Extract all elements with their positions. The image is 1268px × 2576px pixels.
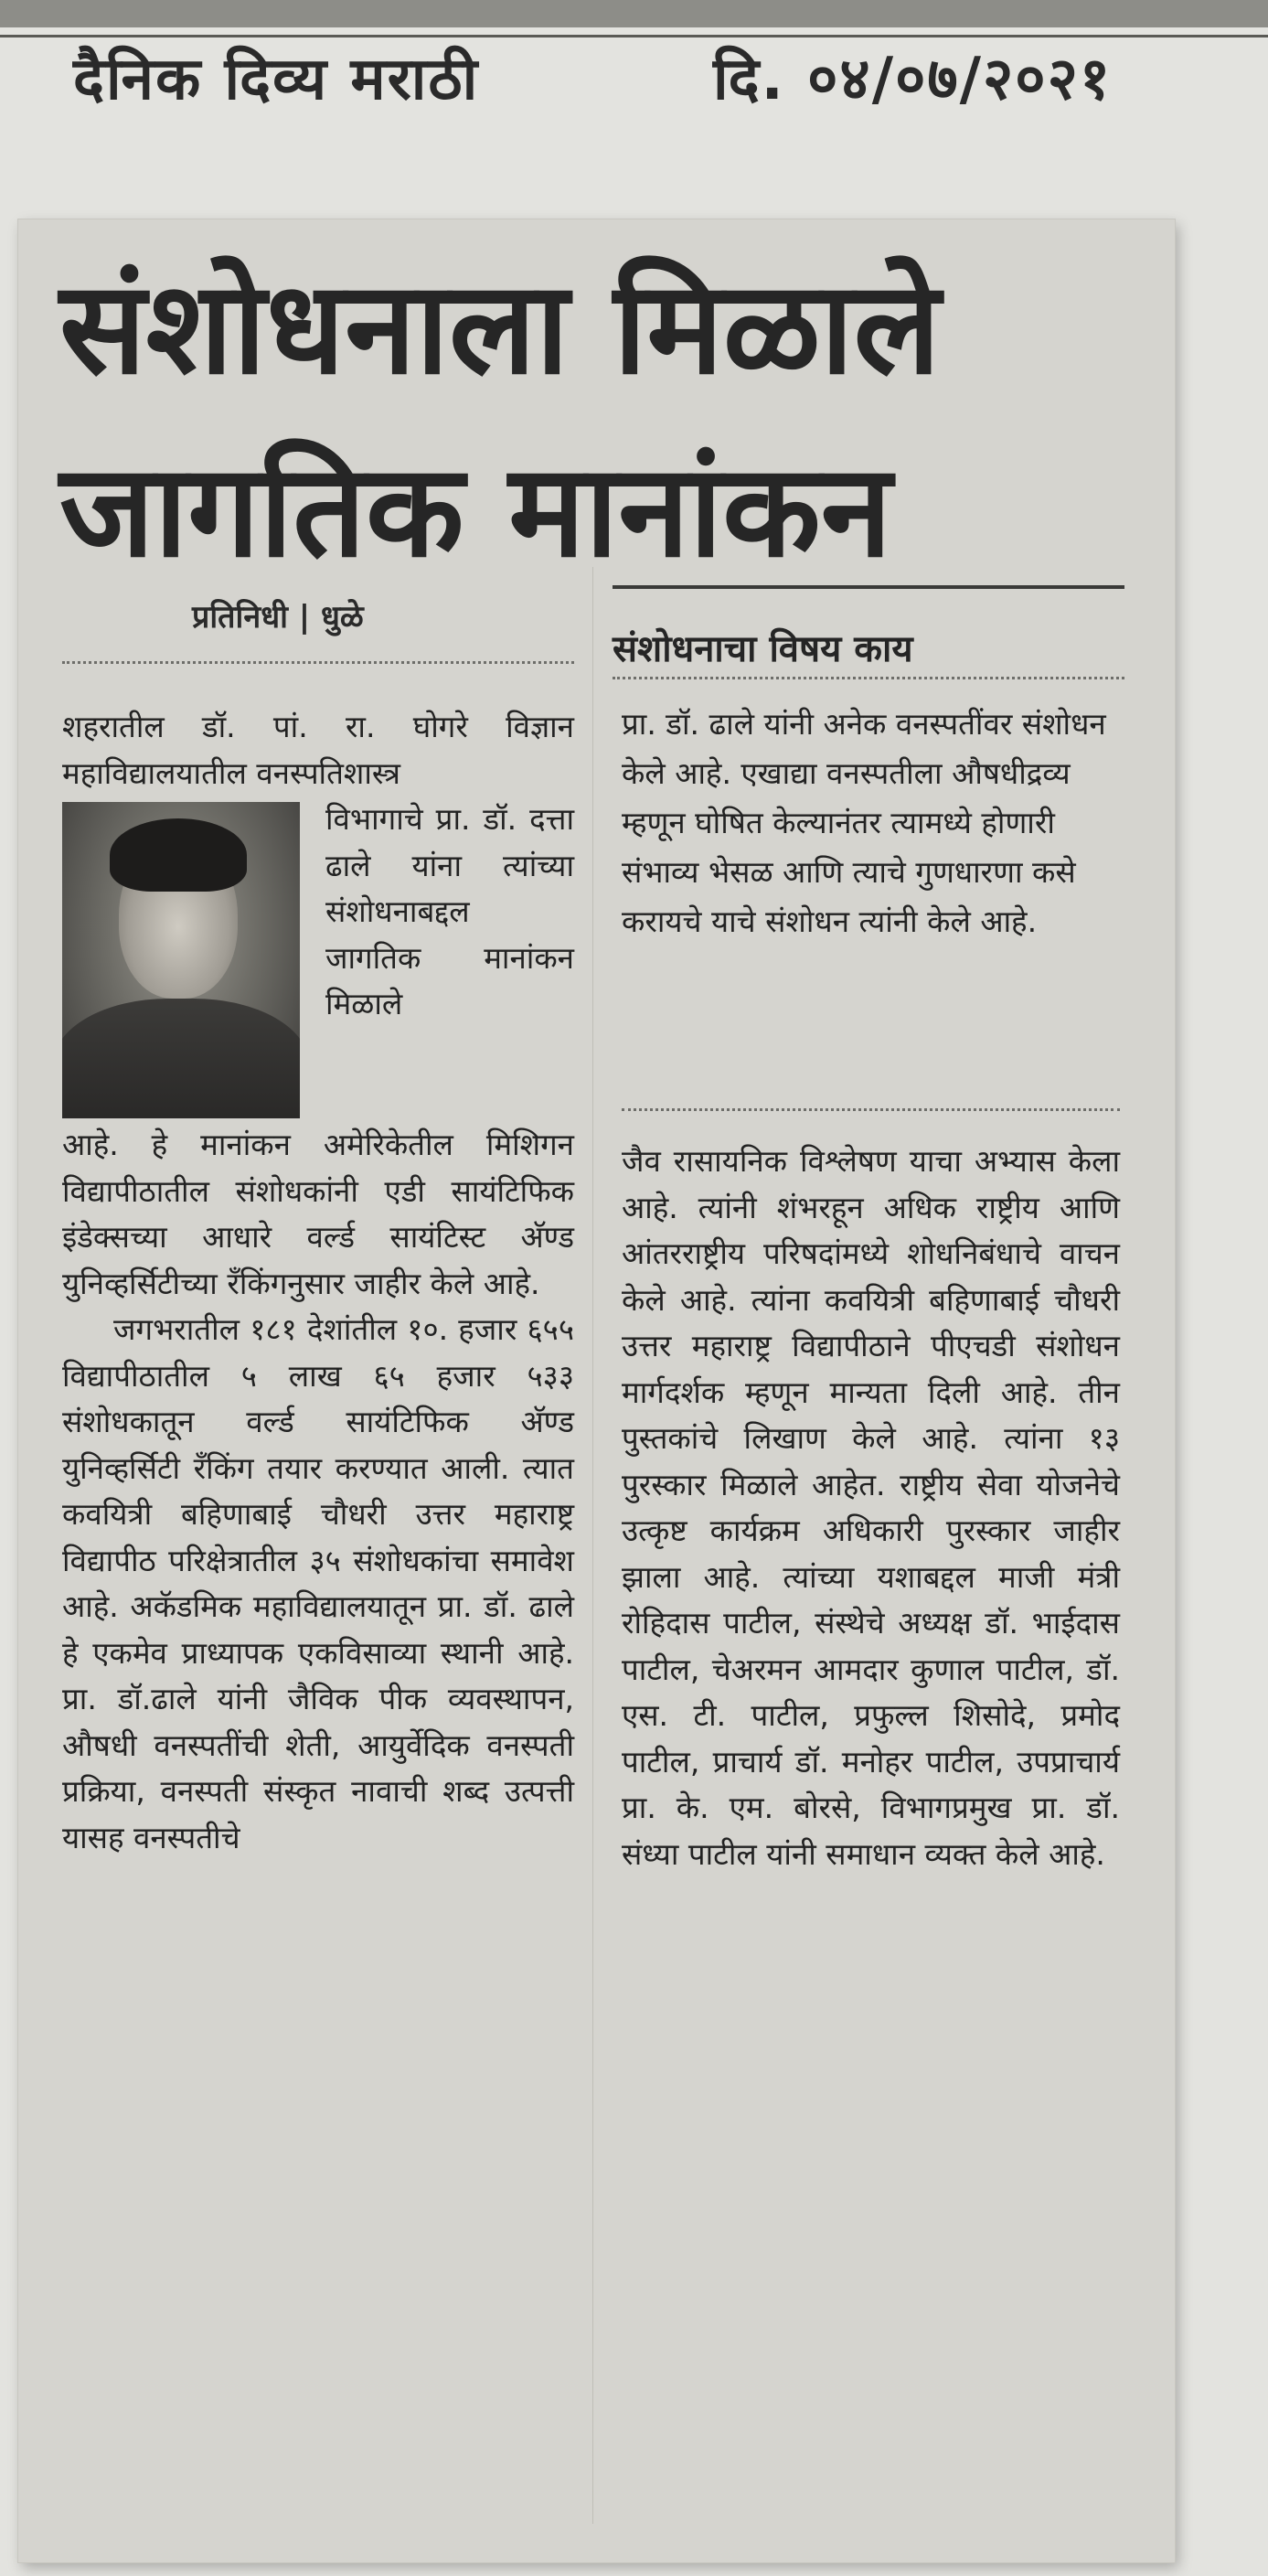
left-intro-top: शहरातील डॉ. पां. रा. घोगरे विज्ञान महाविद्यालयातील वनस्पतिशास्त्र (62, 709, 574, 791)
byline: प्रतिनिधी | धुळे (192, 599, 364, 636)
box-bottom-divider (622, 1108, 1120, 1111)
newspaper-clipping (18, 219, 1175, 2562)
left-para-1: आहे. हे मानांकन अमेरिकेतील मिशिगन विद्यापीठातील संशोधकांनी एडी सायंटिफिक इंडेक्सच्या आधारे वर्ल्ड सायंटिस्ट अ‍ॅण्ड युनिव्हर्सिटीच्या रँकिंगनुसार जाहीर केले आहे. (62, 1127, 574, 1301)
box-title: संशोधनाचा विषय काय (613, 628, 913, 670)
headline-line-2: जागतिक मानांकन (59, 437, 892, 586)
box-top-rule (613, 585, 1124, 589)
handwritten-date: दि. ०४/०७/२०२१ (713, 46, 1113, 113)
column-rule (592, 567, 593, 2524)
box-title-divider (613, 677, 1124, 679)
photo-hair (110, 818, 247, 892)
right-column: जैव रासायनिक विश्लेषण याचा अभ्यास केला आहे. त्यांनी शंभरहून अधिक राष्ट्रीय आणि आंतरराष्ट्रीय परिषदांमध्ये शोधनिबंधाचे वाचन केले आहे. त्यांना कवयित्री बहिणाबाई चौधरी उत्तर महाराष्ट्र विद्यापीठाने पीएचडी संशोधन मार्गदर्शक म्हणून मान्यता दिली आहे. तीन पुस्तकांचे लिखाण केले आहे. त्यांना १३ पुरस्कार मिळाले आहेत. राष्ट्रीय सेवा योजनेचे उत्कृष्ट कार्यक्रम अधिकारी पुरस्कार जाहीर झाला आहे. त्यांच्या यशाबद्दल माजी मंत्री रोहिदास पाटील, संस्थेचे अध्यक्ष डॉ. भाईदास पाटील, चेअरमन आमदार कुणाल पाटील, डॉ. एस. टी. पाटील, प्रफुल्ल शिसोदे, प्रमोद पाटील, प्राचार्य डॉ. मनोहर पाटील, उपप्राचार्य प्रा. के. एम. बोरसे, विभागप्रमुख प्रा. डॉ. संध्या पाटील यांनी समाधान व्यक्त केले आहे. (622, 1143, 1120, 1872)
left-intro-wrap: विभागाचे प्रा. डॉ. दत्ता ढाले यांना त्यांच्या संशोधनाबद्दल जागतिक मानांकन मिळाले (325, 801, 574, 1021)
author-photo (62, 802, 300, 1118)
sidebar-box-text: प्रा. डॉ. ढाले यांनी अनेक वनस्पतींवर संशोधन केले आहे. एखाद्या वनस्पतीला औषधीद्रव्य म्हणून घोषित केल्यानंतर त्यामध्ये होणारी संभाव्य भेसळ आणि त्याचे गुणधारणा कसे करायचे याचे संशोधन त्यांनी केले आहे. (622, 706, 1106, 939)
byline-divider (62, 661, 574, 664)
photo-body (62, 999, 300, 1118)
headline-line-1: संशोधनाला मिळाले (59, 254, 941, 403)
scan-edge-bar (0, 0, 1268, 27)
left-para-2: जगभरातील १८१ देशांतील १०. हजार ६५५ विद्यापीठातील ५ लाख ६५ हजार ५३३ संशोधकातून वर्ल्ड सायंटिफिक अ‍ॅण्ड युनिव्हर्सिटी रँकिंग तयार करण्यात आली. त्यात कवयित्री बहिणाबाई चौधरी उत्तर महाराष्ट्र विद्यापीठ परिक्षेत्रातील ३५ संशोधकांचा समावेश आहे. अकॅडमिक महाविद्यालयातून प्रा. डॉ. ढाले हे एकमेव प्राध्यापक एकविसाव्या स्थानी आहे. प्रा. डॉ.ढाले यांनी जैविक पीक व्यवस्थापन, औषधी वनस्पतींची शेती, आयुर्वेदिक वनस्पती प्रक्रिया, वनस्पती संस्कृत नावाची शब्द उत्पत्ती यासह वनस्पतीचे (62, 1311, 574, 1855)
headline (59, 238, 1138, 604)
left-column (62, 704, 574, 1861)
handwritten-newspaper-name: दैनिक दिव्य मराठी (73, 46, 480, 113)
